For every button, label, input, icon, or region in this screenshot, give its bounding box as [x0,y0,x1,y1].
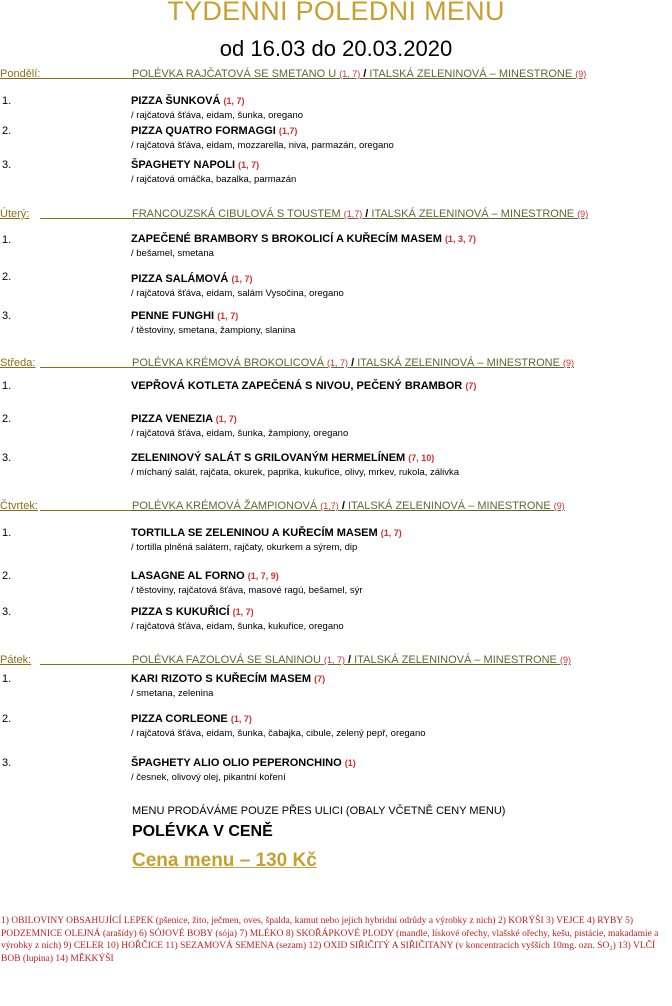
day-name: Úterý: [0,208,30,220]
dish-allergens: (7) [465,381,477,391]
dish-number: 2. [2,713,12,725]
soup-allergens: (9) [563,358,574,368]
soup-allergens: (9) [575,69,587,79]
dish-name-line [131,125,297,137]
dish-allergens: (7) [314,674,326,684]
soup-separator: / [348,357,358,369]
dish-allergens: (1, 7) [223,96,245,106]
soup-allergens: (1,7) [320,501,339,511]
soup-separator: / [360,68,370,80]
dish-number: 3. [2,310,12,322]
dish-name: VEPŘOVÁ KOTLETA ZAPEČENÁ S NIVOU, PEČENÝ BRAMBOR [131,380,463,392]
soup-included: POLÉVKA V CENĚ [132,823,273,840]
dish-number: 1. [2,673,12,685]
dish-description: / těstoviny, smetana, žampiony, slanina [131,325,296,336]
day-name: Pondělí: [0,68,41,80]
soup-separator: / [344,654,355,666]
soup-name: POLÉVKA RAJČATOVÁ SE SMETANO U [132,68,337,80]
day-name: Středa: [0,357,36,369]
dish-name-line [131,713,252,725]
dish-name: PENNE FUNGHI [131,310,215,322]
day-underline [40,218,132,219]
dish-allergens: (1, 7) [238,160,260,170]
dish-name: TORTILLA SE ZELENINOU A KUŘECÍM MASEM [131,527,378,539]
dish-name-line [131,413,237,425]
dish-allergens: (1, 7) [232,607,254,617]
dish-description: / rajčatová šťáva, eidam, mozzarella, niva, parmazán, oregano [131,140,394,151]
soup-name: ITALSKÁ ZELENINOVÁ – MINESTRONE [354,654,557,666]
soup-name: POLÉVKA KRÉMOVÁ BROKOLICOVÁ [132,357,324,369]
dish-description: / smetana, zelenina [131,688,214,699]
dish-name: PIZZA CORLEONE [131,713,228,725]
allergen-legend: 1) OBILOVINY OBSAHUJÍCÍ LEPEK (pšenice, žito, ječmen, oves, špalda, kamut nebo jejich hybridní odrůdy a výrobky z nich) 2) KORÝŠI 3) VEJCE 4) RYBY 5) PODZEMNICE OLEJNÁ (arašídy) 6) SÓJOVÉ BOBY (sója) 7) MLÉKO 8) SKOŘÁPKOVÉ PLODY (mandle, lískové ořechy, vlašské ořechy, kešu, pistácie, makadamie a výrobky z nich) 9) CELER 10) HOŘČICE 11) SEZAMOVÁ SEMENA (sezam) 12) OXID SIŘIČITÝ A SIŘIČITANY (v koncentracích vyšších 10mg. ozn. SO₂) 13) VLČÍ BOB (lupina) 14) MĚKKÝŠI [1,916,659,964]
soup-allergens: (9) [577,209,589,219]
dish-name-line [131,673,325,685]
soup-of-the-day [132,654,571,666]
dish-allergens: (1, 7, 9) [247,571,279,581]
dish-number: 3. [2,159,12,171]
dish-name: KARI RIZOTO S KUŘECÍM MASEM [131,673,312,685]
soup-name: POLÉVKA KRÉMOVÁ ŽAMPIONOVÁ [132,500,318,512]
dish-description: / rajčatová šťáva, eidam, šunka, čabajka, cibule, zelený pepř, oregano [131,728,426,739]
dish-name-line [131,527,402,539]
soup-of-the-day [132,357,574,369]
dish-description: / rajčatová šťáva, eidam, šunka, kukuřice, oregano [131,621,344,632]
soup-name: ITALSKÁ ZELENINOVÁ – MINESTRONE [369,68,573,80]
dish-description: / rajčatová šťáva, eidam, šunka, žampiony, oregano [131,428,349,439]
dish-name: ZAPEČENÉ BRAMBORY S BROKOLICÍ A KUŘECÍM MASEM [131,233,442,245]
soup-of-the-day [132,500,565,512]
soup-name: ITALSKÁ ZELENINOVÁ – MINESTRONE [371,208,575,220]
soup-name: ITALSKÁ ZELENINOVÁ – MINESTRONE [347,500,551,512]
dish-number: 2. [2,413,12,425]
dish-allergens: (1, 7) [217,311,239,321]
soup-allergens: (1, 7) [323,655,345,665]
dish-description: / rajčatová omáčka, bazalka, parmazán [131,174,297,185]
soup-separator: / [338,500,348,512]
day-header [0,208,672,226]
dish-name-line [131,159,259,171]
dish-name: ŠPAGHETY NAPOLI [131,159,236,171]
dish-name-line [131,452,434,464]
dish-allergens: (1) [344,758,356,768]
dish-name: PIZZA QUATRO FORMAGGI [131,125,276,137]
dish-allergens: (1, 7) [215,414,237,424]
takeaway-note: MENU PRODÁVÁME POUZE PŘES ULICI (OBALY VČETNĚ CENY MENU) [132,805,506,817]
dish-name-line [131,757,356,769]
dish-allergens: (1,7) [278,126,298,136]
soup-allergens: (9) [559,655,571,665]
day-name: Čtvrtek: [0,500,38,512]
dish-number: 3. [2,452,12,464]
dish-description: / těstoviny, rajčatová šťáva, masové ragú, bešamel, sýr [131,585,363,596]
dish-name: ZELENINOVÝ SALÁT S GRILOVANÝM HERMELÍNEM [131,452,406,464]
day-header [0,500,672,518]
dish-number: 3. [2,757,12,769]
day-header [0,357,672,375]
dish-number: 2. [2,125,12,137]
day-underline [40,78,132,79]
dish-description: / bešamel, smetana [131,248,214,259]
dish-name-line [131,233,476,245]
menu-title: TYDENNI POLEDNI MENU [167,0,505,26]
dish-name-line [131,570,279,582]
dish-description: / česnek, olivový olej, pikantní koření [131,772,286,783]
day-header [0,654,672,672]
dish-allergens: (1, 3, 7) [444,234,476,244]
dish-allergens: (1, 7) [230,714,252,724]
dish-number: 1. [2,95,12,107]
dish-name: LASAGNE AL FORNO [131,570,245,582]
dish-number: 1. [2,527,12,539]
dish-name-line [131,606,254,618]
dish-description: / rajčatová šťáva, eidam, šunka, oregano [131,110,304,121]
dish-name-line [131,380,476,392]
soup-allergens: (1, 7) [339,69,361,79]
dish-number: 1. [2,380,12,392]
dish-name: PIZZA SALÁMOVÁ [131,273,229,285]
dish-name: PIZZA ŠUNKOVÁ [131,95,221,107]
dish-name: PIZZA S KUKUŘICÍ [131,606,230,618]
dish-description: / rajčatová šťáva, eidam, salám Vysočina, oregano [131,288,344,299]
menu-date-range: od 16.03 do 20.03.2020 [219,36,453,61]
soup-of-the-day [132,68,586,80]
dish-name: PIZZA VENEZIA [131,413,213,425]
soup-allergens: (9) [553,501,565,511]
dish-allergens: (7, 10) [408,453,435,463]
dish-number: 2. [2,271,12,283]
dish-number: 3. [2,606,12,618]
day-underline [40,367,132,368]
day-underline [40,664,132,665]
dish-name-line [131,310,238,322]
dish-number: 2. [2,570,12,582]
day-header [0,68,672,86]
dish-allergens: (1, 7) [231,274,253,284]
day-name: Pátek: [0,654,32,666]
dish-name-line [131,95,245,107]
soup-separator: / [362,208,372,220]
dish-name: ŠPAGHETY ALIO OLIO PEPERONCHINO [131,757,342,769]
dish-description: / míchaný salát, rajčata, okurek, paprika, kukuřice, olivy, mrkev, rukola, zálivka [131,467,460,478]
soup-name: POLÉVKA FAZOLOVÁ SE SLANINOU [132,654,321,666]
menu-price: Cena menu – 130 Kč [132,850,317,871]
soup-of-the-day [132,208,588,220]
soup-name: ITALSKÁ ZELENINOVÁ – MINESTRONE [357,357,560,369]
day-underline [40,510,132,511]
soup-name: FRANCOUZSKÁ CIBULOVÁ S TOUSTEM [132,208,341,220]
soup-allergens: (1, 7) [327,358,349,368]
soup-allergens: (1,7) [343,209,363,219]
dish-number: 1. [2,234,12,246]
dish-description: / tortilla plněná salátem, rajčaty, okurkem a sýrem, dip [131,542,358,553]
dish-name-line [131,273,252,285]
dish-allergens: (1, 7) [380,528,402,538]
